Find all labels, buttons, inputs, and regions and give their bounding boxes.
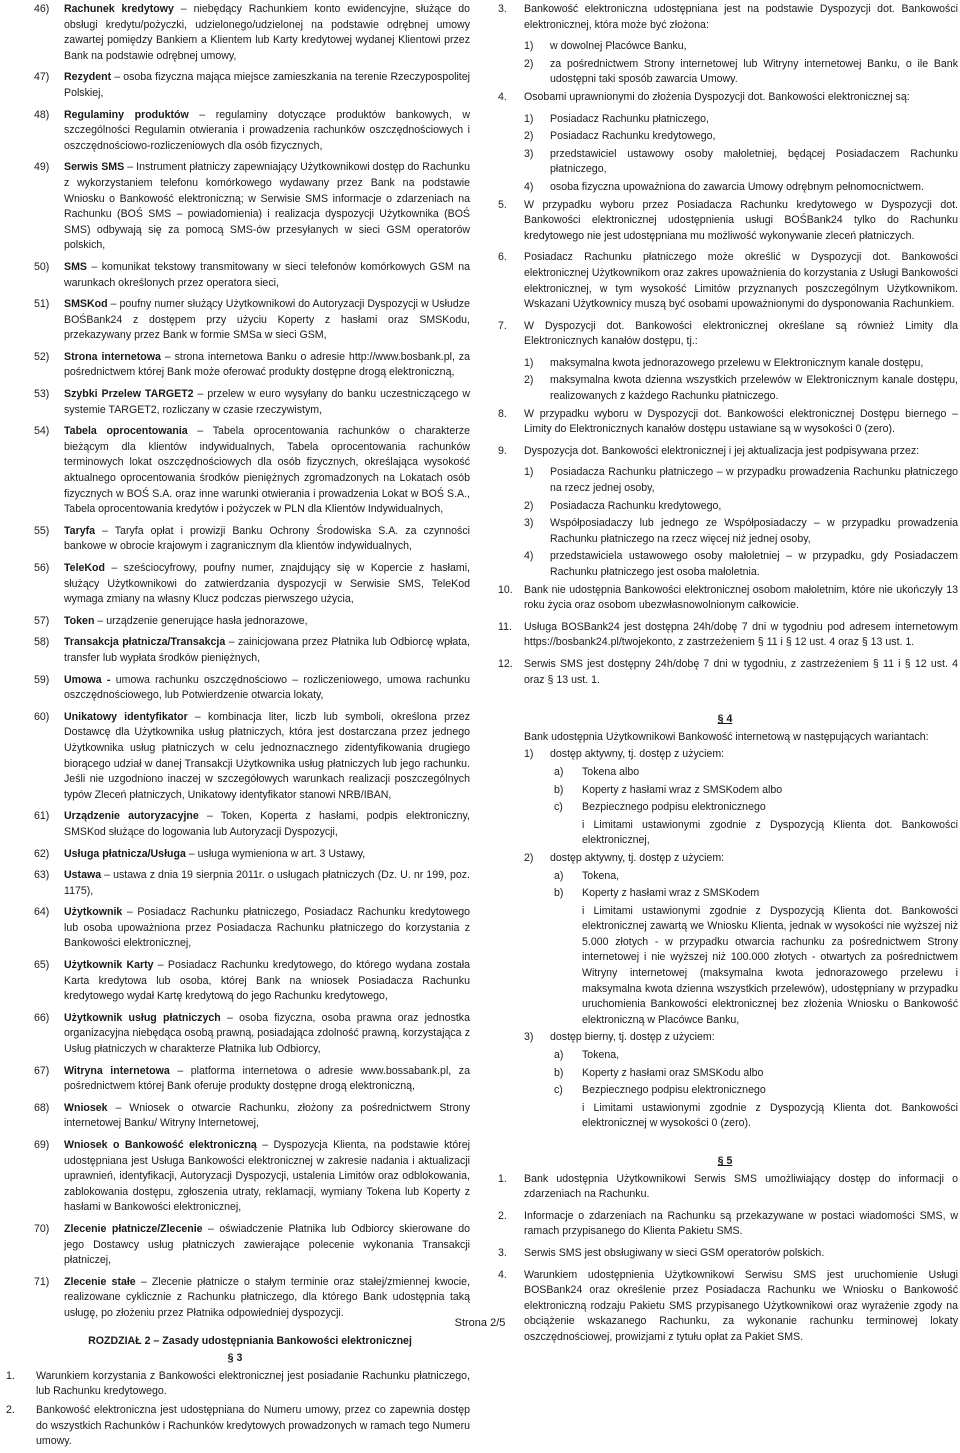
definition-item xyxy=(0,424,470,518)
item-text: Bank udostępnia Użytkownikowi Serwis SMS umożliwiający dostęp do informacji o zdarzeniach na Rachunku. xyxy=(524,1172,958,1201)
definition-term: Unikatowy identyfikator xyxy=(64,710,188,723)
item-number: 59) xyxy=(34,673,50,686)
item-number: b) xyxy=(554,783,564,796)
list-item xyxy=(492,657,958,688)
definition-item xyxy=(0,809,470,840)
item-number: 6. xyxy=(498,251,507,264)
definition-item xyxy=(0,905,470,952)
sub-item xyxy=(492,180,958,196)
definition-text: – regulaminy dotyczące produktów bankowych, w szczególności Regulamin otwierania i prowadzenia rachunków oszczędnościowych i oszczędnościowo-rozliczeniowych dla osób fizycznych, xyxy=(64,108,470,152)
list-item xyxy=(492,407,958,438)
definition-item xyxy=(0,1064,470,1095)
item-number: 1) xyxy=(524,466,534,479)
paragraph-3-heading: § 3 xyxy=(227,1352,243,1365)
definition-term: Witryna internetowa xyxy=(64,1064,170,1077)
list-item xyxy=(0,1369,470,1400)
item-text: za pośrednictwem Strony internetowej lub Witryny internetowej Banku, o ile Bank udostępni taki sposób zawarcia Umowy. xyxy=(550,57,958,86)
right-column xyxy=(492,2,958,1352)
item-number: 12. xyxy=(498,657,513,670)
variant-note xyxy=(492,818,958,849)
item-text: Tokena albo xyxy=(582,765,640,778)
item-text: Warunkiem udostępnienia Użytkownikowi Serwisu SMS jest uruchomienie Usługi BOSBank24 oraz określenie przez Posiadacza Rachunku we Wniosku o Bankowość elektroniczną rodzaju Pakietu SMS przypisanego Użytkownikowi oraz wyrażenie zgody na obciążenie wskazanego Rachunku, za wykonanie rachunku terminowej lokaty oszczędnościowej, prowizjami z tytułu opłat za Pakiet SMS. xyxy=(524,1268,958,1343)
sub-list xyxy=(492,869,958,902)
definition-term: Tabela oprocentowania xyxy=(64,425,188,438)
definition-text: – osoba fizyczna, osoba prawna oraz jednostka organizacyjna niebędąca osobą prawną, posiadająca zdolność prawną, korzystająca z Usług płatniczych w charakterze Płatnika lub Odbiorcy, xyxy=(64,1011,470,1056)
item-text: Warunkiem korzystania z Bankowości elektronicznej jest posiadanie Rachunku płatniczego, lub Rachunku kredytowego. xyxy=(36,1369,470,1398)
definition-text: – sześciocyfrowy, poufny numer, znajdujący się w Kopercie z hasłami, służący Użytkownikowi do zatwierdzania dyspozycji w Serwisie SMS, TeleKod wymaga zmiany na własny Klucz podczas pierwszego użycia, xyxy=(64,562,470,606)
definition-term: Urządzenie autoryzacyjne xyxy=(64,810,199,823)
item-number: 1) xyxy=(524,748,534,761)
definition-term: Zlecenie płatnicze/Zlecenie xyxy=(64,1222,203,1235)
definition-item xyxy=(0,958,470,1005)
definition-term: Token xyxy=(64,614,95,627)
definition-text: – platforma internetowa o adresie www.bossabank.pl, za pośrednictwem której Bank oferuje produkty dostępne drogą elektroniczną, xyxy=(64,1064,470,1093)
sub-item xyxy=(492,57,958,88)
definition-text: – niebędący Rachunkiem konto ewidencyjne, służące do obsługi kredytu/pożyczki, udzielonego/udzielonej na podstawie odrębnej umowy zawartej pomiędzy Bankiem a Klientem lub Karty kredytowej wydanej Klientowi przez Bank na podstawie odrębnej umowy, xyxy=(64,3,470,62)
paragraph-4-intro: Bank udostępnia Użytkownikowi Bankowość internetową w następujących wariantach: xyxy=(524,730,929,743)
item-number: 2) xyxy=(524,57,534,70)
item-number: 63) xyxy=(34,869,50,882)
definition-term: TeleKod xyxy=(64,562,106,574)
item-number: 3. xyxy=(498,1246,507,1259)
item-number: c) xyxy=(554,1084,563,1097)
item-number: 3. xyxy=(498,3,507,15)
item-number: 2. xyxy=(6,1403,15,1416)
item-text: osoba fizyczna upoważniona do zawarcia Umowy odrębnym pełnomocnictwem. xyxy=(550,180,924,193)
item-text: przedstawiciel ustawowy osoby małoletniej, będącej Posiadaczem Rachunku płatniczego, xyxy=(550,147,958,176)
item-number: 3) xyxy=(524,1031,534,1044)
item-number: 1. xyxy=(498,1172,507,1185)
definition-term: Użytkownik xyxy=(64,906,123,919)
definition-text: – przelew w euro wysyłany do banku uczestniczącego w systemie TARGET2, rozliczany w czasie rzeczywistym, xyxy=(64,388,470,416)
item-number: 7. xyxy=(498,319,507,332)
item-number: 1) xyxy=(524,356,534,369)
definition-term: Wniosek o Bankowość elektroniczną xyxy=(64,1139,257,1151)
item-number: 49) xyxy=(34,161,50,174)
definition-text: – komunikat tekstowy transmitowany w sieci telefonów komórkowych GSM na warunkach określonych przez operatora sieci, xyxy=(64,260,470,289)
item-number: 9. xyxy=(498,444,507,457)
item-text: dostęp aktywny, tj. dostęp z użyciem: xyxy=(550,851,725,864)
sub-list xyxy=(492,112,958,196)
definitions-list xyxy=(0,2,470,1322)
item-text: W Dyspozycji dot. Bankowości elektronicznej określane są również Limity dla Elektronicznych kanałów dostępu, tj.: xyxy=(524,319,958,348)
item-number: 69) xyxy=(34,1139,50,1151)
definition-text: – Posiadacz Rachunku płatniczego, Posiadacz Rachunku kredytowego lub osoba upoważniona przez Posiadacza Rachunku płatniczego do korzystania z Bankowości elektronicznej, xyxy=(64,906,470,950)
item-text: w dowolnej Placówce Banku, xyxy=(550,40,687,53)
item-number: 68) xyxy=(34,1101,50,1114)
item-number: 54) xyxy=(34,425,50,438)
item-number: 1) xyxy=(524,112,534,125)
sub-item xyxy=(492,129,958,145)
item-text: Bank nie udostępnia Bankowości elektronicznej osobom małoletnim, które nie ukończyły 13 roku życia oraz osobom ubezwłasnowolnionym całkowicie. xyxy=(524,583,958,612)
item-number: 2) xyxy=(524,130,534,143)
item-number: 62) xyxy=(34,847,50,860)
variant-item xyxy=(492,1030,958,1046)
item-number: 50) xyxy=(34,260,50,273)
list-item xyxy=(492,444,958,460)
sub-item xyxy=(492,516,958,547)
item-text: dostęp aktywny, tj. dostęp z użyciem: xyxy=(550,748,725,761)
item-number: 48) xyxy=(34,108,50,121)
definition-item xyxy=(0,2,470,64)
item-number: 47) xyxy=(34,71,50,84)
definition-text: – kombinacja liter, liczb lub symboli, określona przez Dostawcę dla Użytkownika usług płatniczych, która jest dostarczana przez jednego Użytkownika usług płatniczych w celu jednoznacznego zidentyfikowania drugiego biorącego udział w danej Transakcji Użytkownika usług płatniczych lub jego rachunku. Jeśli nie uzgodniono inaczej w szczegółowych warunkach realizacji poszczególnych typów Zleceń płatniczych, Unikatowy identyfikator stanowi NRB/IBAN, xyxy=(64,710,470,801)
item-text: Bezpiecznego podpisu elektronicznego xyxy=(582,801,766,814)
item-text: Koperty z hasłami wraz z SMSKodem xyxy=(582,887,760,900)
definition-term: Usługa płatnicza/Usługa xyxy=(64,847,186,860)
definition-item xyxy=(0,710,470,804)
sub-item xyxy=(492,549,958,580)
note-text: i Limitami ustawionymi zgodnie z Dyspozycją Klienta dot. Bankowości elektronicznej zawartą we Wniosku Klienta, jednak w wysokości nie wyższej niż 5.000 złotych - w przypadku otwarcia rachunku za pośrednictwem Strony internetowej i nie wyższej niż 100.000 złotych - otwartych za pośrednictwem Witryny internetowej (maksymalna kwota jednorazowego przelewu i maksymalna kwota dzienna wszystkich przelewów), udostępniany w przypadku uruchomienia Bankowości elektronicznej bez złożenia Wniosku o Bankowość elektroniczną w Placówce Banku, xyxy=(582,904,958,1026)
definition-item xyxy=(0,260,470,291)
definition-item xyxy=(0,635,470,666)
definition-term: Zlecenie stałe xyxy=(64,1275,136,1288)
definition-item xyxy=(0,350,470,381)
item-text: W przypadku wyboru w Dyspozycji dot. Bankowości elektronicznej Dostępu biernego – Limity do Elektronicznych kanałów dostępu ustawiane są w wysokości 0 (zero). xyxy=(524,407,958,436)
item-number: 58) xyxy=(34,636,50,649)
item-number: 5. xyxy=(498,198,507,211)
item-number: 3) xyxy=(524,147,534,160)
definition-term: Strona internetowa xyxy=(64,350,161,363)
page-number: Strona 2/5 xyxy=(454,1317,506,1329)
item-text: Posiadacz Rachunku kredytowego, xyxy=(550,130,716,143)
sub-item xyxy=(492,373,958,404)
item-text: przedstawiciela ustawowego osoby małoletniej – w przypadku, gdy Posiadaczem Rachunku płatniczego jest osoba małoletnia. xyxy=(550,550,958,578)
sub-item xyxy=(492,869,958,885)
item-text: Bezpiecznego podpisu elektronicznego xyxy=(582,1084,766,1097)
sub-item xyxy=(492,886,958,902)
definition-term: Użytkownik Karty xyxy=(64,959,154,972)
definition-item xyxy=(0,160,470,254)
item-number: 1. xyxy=(6,1369,15,1382)
definition-item xyxy=(0,847,470,863)
item-text: dostęp bierny, tj. dostęp z użyciem: xyxy=(550,1031,715,1044)
definition-item xyxy=(0,70,470,101)
sub-item xyxy=(492,800,958,816)
definition-item xyxy=(0,387,470,418)
sub-list xyxy=(492,465,958,580)
definition-text: umowa rachunku oszczędnościowo – rozliczeniowego, umowa rachunku oszczędnościowego, lub Potwierdzenie otwarcia lokaty, xyxy=(64,673,470,702)
item-number: 64) xyxy=(34,906,50,919)
item-number: 4) xyxy=(524,180,534,193)
variant-note xyxy=(492,1101,958,1132)
list-item xyxy=(492,1172,958,1203)
definition-item xyxy=(0,108,470,155)
sub-list xyxy=(492,1048,958,1099)
definition-text: – strona internetowa Banku o adresie http://www.bosbank.pl, za pośrednictwem której Bank może oferować produkty dostępne drogą elektroniczną, xyxy=(64,350,470,379)
item-number: 2) xyxy=(524,374,534,387)
item-number: 52) xyxy=(34,350,50,363)
definition-term: Ustawa xyxy=(64,869,102,882)
item-number: 2. xyxy=(498,1209,507,1222)
item-text: Dyspozycja dot. Bankowości elektronicznej i jej aktualizacja jest podpisywana przez: xyxy=(524,444,920,457)
item-text: Tokena, xyxy=(582,1049,620,1062)
list-item xyxy=(492,1268,958,1346)
item-number: 2) xyxy=(524,499,534,512)
item-number: b) xyxy=(554,1066,564,1079)
list-item xyxy=(492,250,958,312)
note-text: i Limitami ustawionymi zgodnie z Dyspozycją Klienta dot. Bankowości elektronicznej w wysokości 0 (zero). xyxy=(582,1101,958,1130)
definition-text: – usługa wymieniona w art. 3 Ustawy, xyxy=(185,847,366,860)
definition-item xyxy=(0,524,470,555)
list-item xyxy=(492,198,958,245)
item-number: 8. xyxy=(498,407,507,420)
item-number: 67) xyxy=(34,1064,50,1077)
item-number: 66) xyxy=(34,1011,50,1024)
definition-term: SMS xyxy=(64,260,87,273)
sub-item xyxy=(492,147,958,178)
list-item xyxy=(0,1403,470,1450)
sub-item xyxy=(492,465,958,496)
item-text: Osobami uprawnionymi do złożenia Dyspozycji dot. Bankowości elektronicznej są: xyxy=(524,90,910,103)
item-number: 65) xyxy=(34,959,50,972)
sub-list xyxy=(492,356,958,405)
definition-text: – Zlecenie płatnicze o stałym terminie oraz stałej/zmiennej kwocie, realizowane cyklicznie z Rachunku płatniczego, dla którego Bank udostępnia taką usługę, po złożeniu przez Płatnika odpowiedniej dyspozycji. xyxy=(64,1275,470,1319)
definition-term: Transakcja płatnicza/Transakcja xyxy=(64,636,226,649)
definition-term: Serwis SMS xyxy=(64,161,125,174)
item-text: Koperty z hasłami oraz SMSKodu albo xyxy=(582,1066,764,1079)
sub-item xyxy=(492,39,958,55)
definition-text: – Instrument płatniczy zapewniający Użytkownikowi dostęp do Rachunku z wykorzystaniem telefonu komórkowego wydawany przez Bank na podstawie Wniosku o Bankowość elektroniczną; w Serwisie SMS informacje o zdarzeniach na Rachunku (BOŚ SMS – powiadomienia) i realizacja dyspozycji Użytkownika (BOŚ SMS) odbywają się za pomocą SMS-ów przesyłanych w sieci GSM operatorów polskich, xyxy=(64,161,470,252)
item-number: 56) xyxy=(34,562,50,574)
definition-text: – oświadczenie Płatnika lub Odbiorcy skierowane do jego Dostawcy usług płatniczych zawierające polecenie wykonania Transakcji płatniczej, xyxy=(64,1222,470,1267)
note-text: i Limitami ustawionymi zgodnie z Dyspozycją Klienta dot. Bankowości elektronicznej, xyxy=(582,818,958,847)
item-text: Bankowość elektroniczna jest udostępniana do Numeru umowy, przez co zapewnia dostęp do wszystkich Rachunków i Rachunków kredytowych prowadzonych w ramach tego Numeru umowy. xyxy=(36,1403,470,1448)
sub-item xyxy=(492,1048,958,1064)
item-text: Informacje o zdarzeniach na Rachunku są przekazywane w postaci wiadomości SMS, w ramach przypisanego do Klienta Pakietu SMS. xyxy=(524,1209,958,1238)
paragraph-3-list xyxy=(0,1369,470,1450)
item-number: 4. xyxy=(498,90,507,103)
list-item xyxy=(492,583,958,614)
variant-note xyxy=(492,904,958,1029)
sub-item xyxy=(492,765,958,781)
definition-term: Rezydent xyxy=(64,71,112,84)
item-number: b) xyxy=(554,887,564,900)
definition-item xyxy=(0,673,470,704)
item-number: 46) xyxy=(34,3,50,15)
item-number: 51) xyxy=(34,298,50,311)
item-number: 11. xyxy=(498,620,512,633)
item-number: 57) xyxy=(34,614,50,627)
item-number: 4) xyxy=(524,550,534,563)
sub-item xyxy=(492,783,958,799)
item-text: Posiadacza Rachunku kredytowego, xyxy=(550,499,722,512)
item-text: W przypadku wyboru przez Posiadacza Rachunku kredytowego w Dyspozycji dot. Bankowości elektronicznej udostępnienia usługi BOŚBank24 tylko do Rachunku kredytowego nie jest udostępniana mu możliwość wykonywanie zleceń płatniczych. xyxy=(524,198,958,242)
item-number: a) xyxy=(554,765,564,778)
definition-text: – zainicjowana przez Płatnika lub Odbiorcę wpłata, transfer lub wypłata środków pieniężnych, xyxy=(64,636,471,664)
sub-list xyxy=(492,765,958,816)
definition-term: Użytkownik usług płatniczych xyxy=(64,1011,221,1024)
sub-item xyxy=(492,1083,958,1099)
sub-item xyxy=(492,499,958,515)
list-item xyxy=(492,1246,958,1262)
variant-item xyxy=(492,851,958,867)
paragraph-5-heading: § 5 xyxy=(717,1155,733,1167)
definition-text: – Tabela oprocentowania rachunków o charakterze bieżącym dla klientów indywidualnych, Tabela oprocentowania rachunków terminowych lokat oszczędnościowych dla osób fizycznych, określająca wysokość aktualnego oprocentowania środków pieniężnych zgromadzonych na Lokatach osób fizycznych w BOŚ S.A. oraz inne warunki otwierania i prowadzenia Lokat w BOŚ S.A., Tabela oprocentowania kredytów i pożyczek w PLN dla Klientów Indywidualnych, xyxy=(64,425,470,516)
definition-item xyxy=(0,868,470,899)
definition-term: Regulaminy produktów xyxy=(64,108,189,121)
definition-text: – ustawa z dnia 19 sierpnia 2011r. o usługach płatniczych (Dz. U. nr 199, poz. 1175), xyxy=(64,869,470,897)
definition-item xyxy=(0,614,470,630)
item-text: Usługa BOSBank24 jest dostępna 24h/dobę 7 dni w tygodniu pod adresem internetowym https://bosbank24.pl/twojekonto, z zastrzeżeniem § 11 i § 12 ust. 4 oraz § 13 ust. 1. xyxy=(524,620,958,649)
item-number: c) xyxy=(554,801,563,814)
definition-text: – Token, Koperta z hasłami, podpis elektroniczny, SMSKod służące do logowania lub Autoryzacji Dyspozycji, xyxy=(64,810,470,838)
item-text: Koperty z hasłami wraz z SMSKodem albo xyxy=(582,783,783,796)
item-number: 2) xyxy=(524,851,534,864)
sub-item xyxy=(492,356,958,372)
item-text: Posiadacz Rachunku płatniczego może określić w Dyspozycji dot. Bankowości elektronicznej Użytkownikom oraz zakres upoważnienia do korzystania z Usługi Bankowości elektronicznej, w tym wysokość Limitów przyznanych poszczególnym Użytkownikom. Wskazani Użytkownicy muszą być osobami upoważnionymi do dysponowania Rachunkiem. xyxy=(524,251,958,311)
definition-text: – poufny numer służący Użytkownikowi do Autoryzacji Dyspozycji w Usłudze BOŚBank24 z dostępem przy użyciu Koperty z hasłami oraz SMSKodu, przekazywany przez Bank w formie SMSa w sieci GSM, xyxy=(64,298,470,342)
item-number: 4. xyxy=(498,1268,507,1281)
definition-term: Taryfa xyxy=(64,524,96,537)
item-number: a) xyxy=(554,869,564,882)
item-text: Serwis SMS jest obsługiwany w sieci GSM operatorów polskich. xyxy=(524,1246,825,1259)
paragraph-4-heading: § 4 xyxy=(717,713,733,726)
list-item xyxy=(492,1209,958,1240)
list-item xyxy=(492,90,958,106)
definition-text: – Dyspozycja Klienta, na podstawie której udostępniana jest Usługa Bankowości elektronicznej w zakresie nadania i aktualizacji uprawnień, identyfikacji, Autoryzacji Dyspozycji, ustalenia Limitów oraz odblokowania, zablokowania dostępu, zgłoszenia utraty, reklamacji, wymiany Tokena lub Koperty z hasłami w Bankowości elektronicznej, xyxy=(64,1139,470,1214)
sub-item xyxy=(492,1066,958,1082)
item-text: Tokena, xyxy=(582,869,620,882)
definition-item xyxy=(0,297,470,344)
definition-text: – osoba fizyczna mająca miejsce zamieszkania na terenie Rzeczypospolitej Polskiej, xyxy=(64,71,470,99)
definition-item xyxy=(0,1101,470,1132)
left-column xyxy=(0,2,470,1453)
item-number: 1) xyxy=(524,40,534,53)
item-number: 10. xyxy=(498,583,513,596)
item-number: a) xyxy=(554,1049,564,1062)
item-text: maksymalna kwota jednorazowego przelewu w Elektronicznym kanale dostępu, xyxy=(550,356,924,369)
item-text: Serwis SMS jest dostępny 24h/dobę 7 dni w tygodniu, z zastrzeżeniem § 11 i § 12 ust. 4 oraz § 13 ust. 1. xyxy=(524,657,958,686)
variant-item xyxy=(492,747,958,763)
definition-term: SMSKod xyxy=(64,298,108,311)
definition-item xyxy=(0,1275,470,1322)
definition-text: – urządzenie generujące hasła jednorazowe, xyxy=(94,614,308,627)
definition-term: Rachunek kredytowy xyxy=(64,3,174,15)
item-text: maksymalna kwota dzienna wszystkich przelewów w Elektronicznym kanale dostępu, realizowanych z każdego Rachunku płatniczego. xyxy=(550,374,958,403)
item-number: 70) xyxy=(34,1222,50,1235)
list-item xyxy=(492,319,958,350)
definition-term: Szybki Przelew TARGET2 xyxy=(64,388,194,401)
item-text: Posiadacza Rachunku płatniczego – w przypadku prowadzenia Rachunku płatniczego na rzecz jednej osoby, xyxy=(550,466,958,495)
item-number: 71) xyxy=(34,1275,50,1288)
definition-text: – Posiadacz Rachunku kredytowego, do którego wydana została Karta kredytowa lub osoba, której Bank na wniosek Posiadacza Rachunku kredytowego wydał Kartę kredytową do jego Rachunku kredytowego, xyxy=(64,959,470,1003)
definition-text: – Taryfa opłat i prowizji Banku Ochrony Środowiska S.A. za czynności bankowe w obrocie krajowym i zagranicznym dla klientów indywidualnych, xyxy=(64,524,470,553)
item-number: 61) xyxy=(34,810,50,823)
definition-text: – Wniosek o otwarcie Rachunku, złożony za pośrednictwem Strony internetowej Banku/ Witryny Internetowej, xyxy=(64,1101,470,1130)
definition-item xyxy=(0,1138,470,1216)
item-number: 3) xyxy=(524,517,534,530)
definition-item xyxy=(0,1222,470,1269)
chapter-heading: ROZDZIAŁ 2 – Zasady udostępniania Bankowości elektronicznej xyxy=(88,1334,412,1347)
definition-item xyxy=(0,561,470,608)
definition-term: Umowa - xyxy=(64,673,111,686)
definition-item xyxy=(0,1011,470,1058)
sub-list xyxy=(492,39,958,88)
item-number: 60) xyxy=(34,710,50,723)
item-text: Współposiadaczy lub jednego ze Współposiadaczy – w przypadku prowadzenia Rachunku płatniczego na rzecz więcej niż jednej osoby, xyxy=(550,517,958,545)
list-item xyxy=(492,2,958,33)
item-text: Posiadacz Rachunku płatniczego, xyxy=(550,112,710,125)
sub-item xyxy=(492,112,958,128)
item-number: 53) xyxy=(34,388,50,401)
item-number: 55) xyxy=(34,524,50,537)
list-item xyxy=(492,620,958,651)
item-text: Bankowość elektroniczna udostępniana jest na podstawie Dyspozycji dot. Bankowości elektronicznej, która może być złożona: xyxy=(524,3,958,31)
definition-term: Wniosek xyxy=(64,1101,108,1114)
